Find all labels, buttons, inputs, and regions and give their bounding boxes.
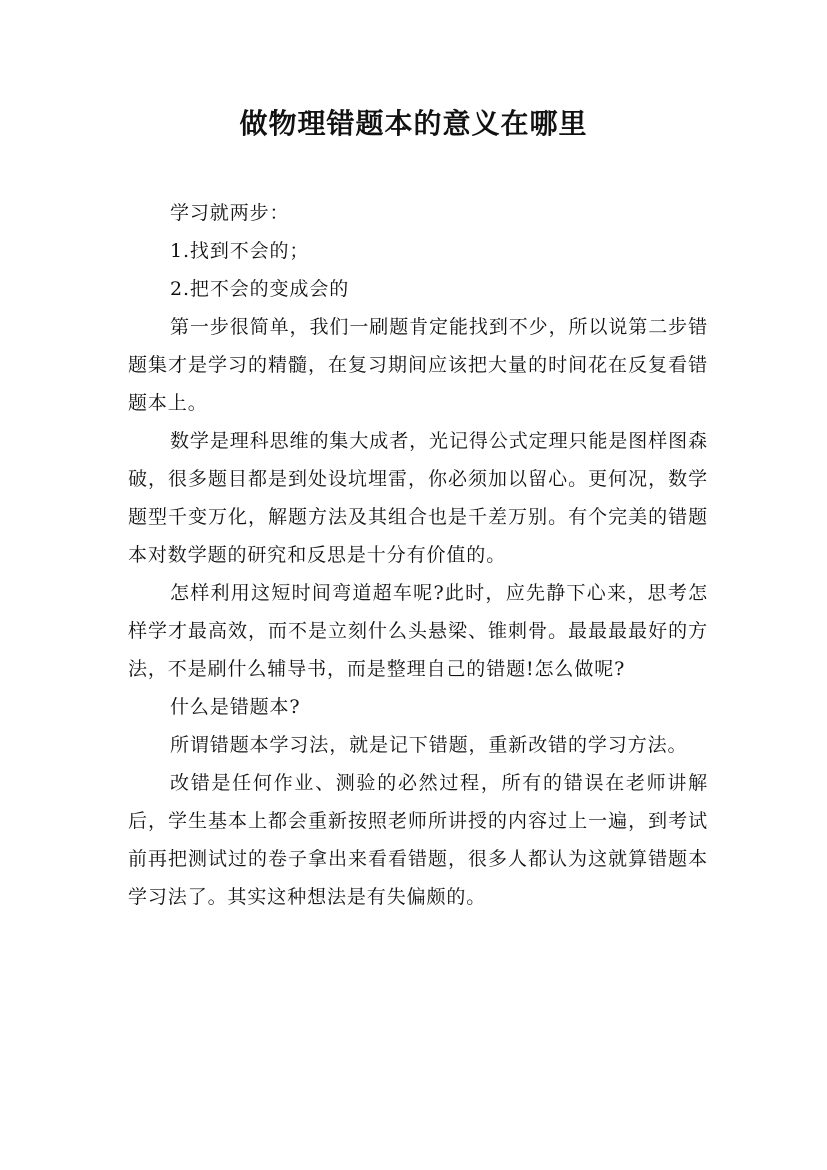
paragraph: 学习就两步： [170, 202, 290, 224]
document-title: 做物理错题本的意义在哪里 [239, 107, 588, 140]
document-body [128, 194, 708, 916]
paragraph: 2.把不会的变成会的 [170, 278, 350, 300]
paragraph: 1.找到不会的； [170, 240, 310, 262]
paragraph: 数学是理科思维的集大成者，光记得公式定理只能是图样图森破，很多题目都是到处设坑埋雷，你必须加以留心。更何况，数学题型千变万化，解题方法及其组合也是千差万别。有个完美的错题本对数学题的研究和反思是十分有价值的。 [128, 430, 708, 566]
paragraph: 什么是错题本? [170, 696, 301, 718]
paragraph: 怎样利用这短时间弯道超车呢?此时，应先静下心来，思考怎样学才最高效，而不是立刻什么头悬梁、锥刺骨。最最最最好的方法，不是刷什么辅导书，而是整理自己的错题!怎么做呢? [128, 582, 708, 680]
paragraph: 所谓错题本学习法，就是记下错题，重新改错的学习方法。 [170, 734, 688, 756]
paragraph: 第一步很简单，我们一刷题肯定能找到不少，所以说第二步错题集才是学习的精髓，在复习期间应该把大量的时间花在反复看错题本上。 [128, 316, 708, 414]
paragraph: 改错是任何作业、测验的必然过程，所有的错误在老师讲解后，学生基本上都会重新按照老师所讲授的内容过上一遍，到考试前再把测试过的卷子拿出来看看错题，很多人都认为这就算错题本学习法了。其实这种想法是有失偏颇的。 [128, 772, 708, 908]
